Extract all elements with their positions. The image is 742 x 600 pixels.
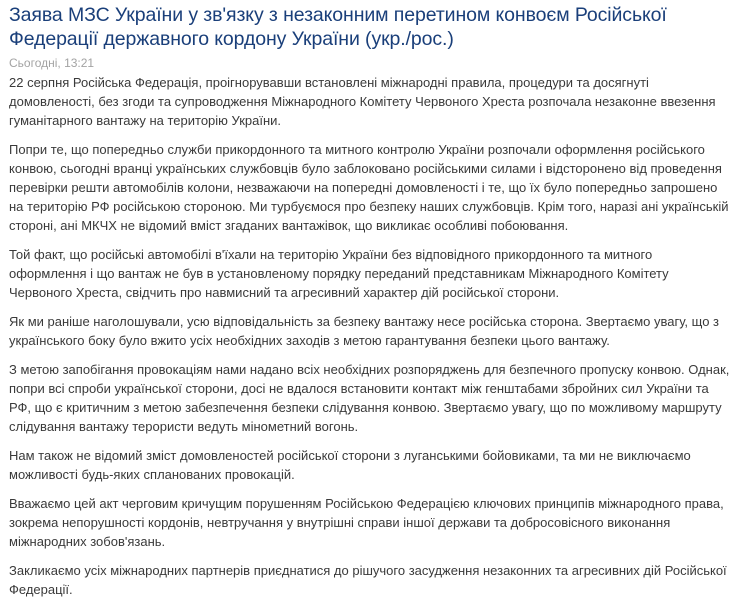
article-paragraph-1: 22 серпня Російська Федерація, проігнорувавши встановлені міжнародні правила, процедури та досягнуті домовленості, без згоди та супроводження Міжнародного Комітету Червоного Хреста розпочала незаконне ввезення гуманітарного вантажу на територію України. (9, 75, 716, 128)
article-title: Заява МЗС України у зв'язку з незаконним перетином конвоєм Російської Федерації державного кордону України (укр./рос.) (9, 4, 667, 50)
article-timestamp: Сьогодні, 13:21 (9, 56, 95, 70)
article-paragraph-8: Закликаємо усіх міжнародних партнерів приєднатися до рішучого засудження незаконних та агресивних дій Російської Федерації. (9, 563, 727, 597)
article-paragraph-4: Як ми раніше наголошували, усю відповідальність за безпеку вантажу несе російська сторона. Звертаємо увагу, що з українського боку було вжито усіх необхідних заходів з метою гарантування безпеки цього вантажу. (9, 314, 720, 348)
article-paragraph-7: Вважаємо цей акт черговим кричущим порушенням Російською Федерацією ключових принципів міжнародного права, зокрема непорушності кордонів, невтручання у внутрішні справи іншої держави та добросовісного виконання міжнародних зобов'язань. (9, 496, 724, 549)
article-body (9, 73, 732, 599)
article-paragraph-3: Той факт, що російські автомобілі в'їхали на територію України без відповідного прикордонного та митного оформлення і що вантаж не був в установленому порядку переданий представникам Міжнародного Комітету Червоного Хреста, свідчить про навмисний та агресивний характер дій російської сторони. (9, 247, 669, 300)
article-paragraph-2: Попри те, що попередньо служби прикордонного та митного контролю України розпочали оформлення російського конвою, сьогодні вранці українських службовців було заблоковано російськими силами і відсторонено від проведення перевірки решти автомобілів колони, незважаючи на попередні домовленості і те, що їх було попередньо запрошено на територію РФ російською стороною. Ми турбуємося про безпеку наших службовців. Крім того, наразі ані українській стороні, ані МКЧХ не відомий вміст згаданих вантажівок, що викликає особливі побоювання. (9, 142, 729, 233)
article-paragraph-6: Нам також не відомий зміст домовленостей російської сторони з луганськими бойовиками, та ми не виключаємо можливості будь-яких спланованих провокацій. (9, 448, 691, 482)
article-paragraph-5: З метою запобігання провокаціям нами надано всіх необхідних розпоряджень для безпечного пропуску конвою. Однак, попри всі спроби української сторони, досі не вдалося встановити контакт між генштабами збройних сил України та РФ, що є критичним з метою забезпечення безпеки слідування конвою. Звертаємо увагу, що по можливому маршруту слідування вантажу терористи ведуть мінометний вогонь. (9, 362, 730, 434)
